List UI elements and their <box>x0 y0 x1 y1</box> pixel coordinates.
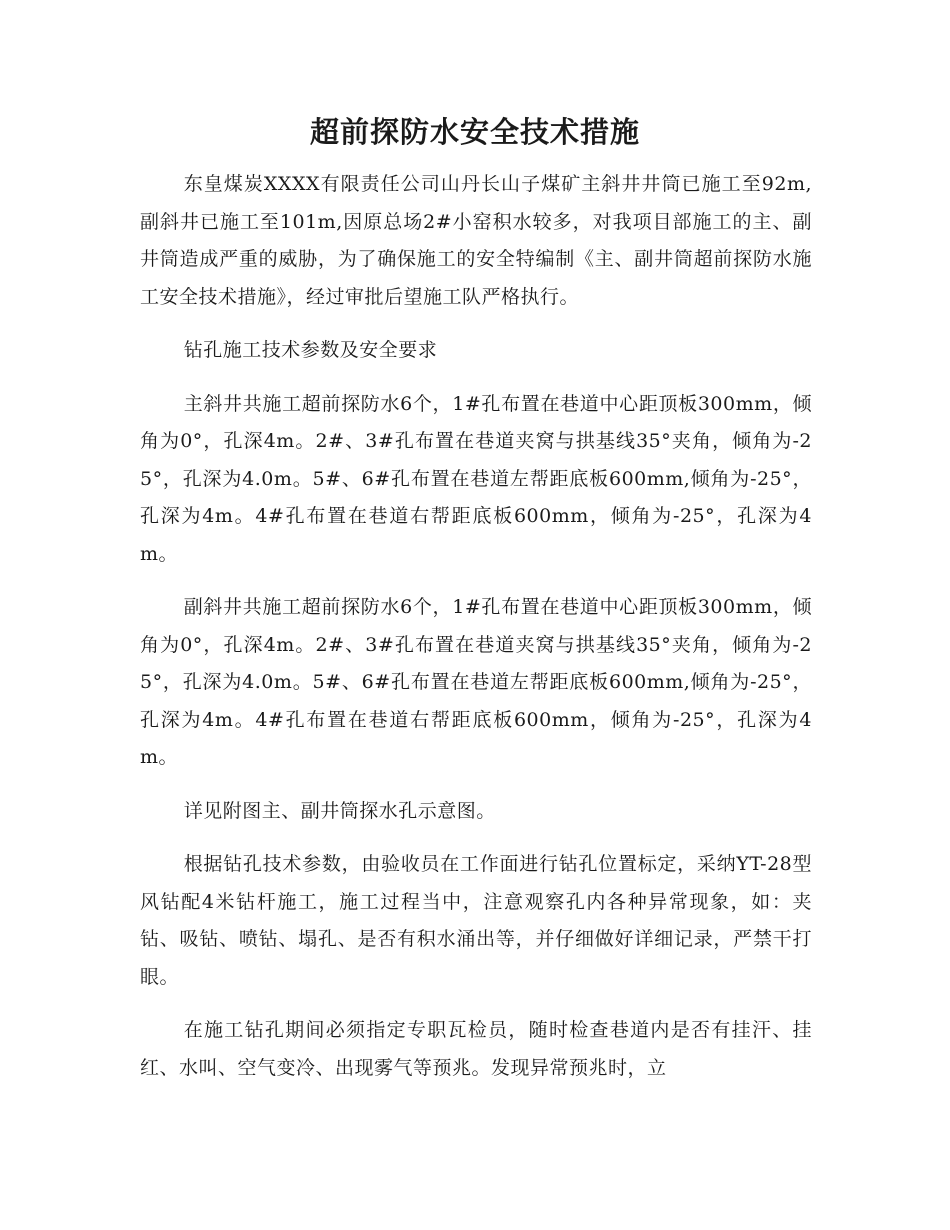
paragraph-auxiliary-shaft: 副斜井共施工超前探防水6个，1#孔布置在巷道中心距顶板300mm，倾角为0°，孔深4m。2#、3#孔布置在巷道夹窝与拱基线35°夹角，倾角为-25°，孔深为4.0m。5#、6#孔布置在巷道左帮距底板600mm,倾角为-25°，孔深为4m。4#孔布置在巷道右帮距底板600mm，倾角为-25°，孔深为4m。 <box>140 596 812 768</box>
section-heading-drilling: 钻孔施工技术参数及安全要求 <box>183 339 438 361</box>
document-body <box>140 166 812 1087</box>
paragraph-intro: 东皇煤炭XXXX有限责任公司山丹长山子煤矿主斜井井筒已施工至92m,副斜井已施工至101m,因原总场2#小窑积水较多，对我项目部施工的主、副井筒造成严重的威胁，为了确保施工的安全特编制《主、副井筒超前探防水施工安全技术措施》，经过审批后望施工队严格执行。 <box>140 173 812 308</box>
document-title: 超前探防水安全技术措施 <box>309 115 640 149</box>
paragraph-gap <box>140 573 812 589</box>
paragraph-gap <box>140 996 812 1012</box>
paragraph-gap <box>140 370 812 386</box>
paragraph-gas-inspector: 在施工钻孔期间必须指定专职瓦检员，随时检查巷道内是否有挂汗、挂红、水叫、空气变冷、出现雾气等预兆。发现异常预兆时，立 <box>140 1019 812 1079</box>
paragraph-see-figure: 详见附图主、副井筒探水孔示意图。 <box>183 799 496 822</box>
paragraph-drilling-procedure: 根据钻孔技术参数，由验收员在工作面进行钻孔位置标定，采纳YT-28型风钻配4米钻杆施工，施工过程当中，注意观察孔内各种异常现象，如：夹钻、吸钻、喷钻、塌孔、是否有积水涌出等，并仔细做好详细记录，严禁干打眼。 <box>140 853 812 988</box>
paragraph-gap <box>140 830 812 846</box>
paragraph-main-shaft: 主斜井共施工超前探防水6个，1#孔布置在巷道中心距顶板300mm，倾角为0°，孔深4m。2#、3#孔布置在巷道夹窝与拱基线35°夹角，倾角为-25°，孔深为4.0m。5#、6#孔布置在巷道左帮距底板600mm,倾角为-25°，孔深为4m。4#孔布置在巷道右帮距底板600mm，倾角为-25°，孔深为4m。 <box>140 392 812 565</box>
paragraph-gap <box>140 316 812 332</box>
paragraph-gap <box>140 777 812 793</box>
